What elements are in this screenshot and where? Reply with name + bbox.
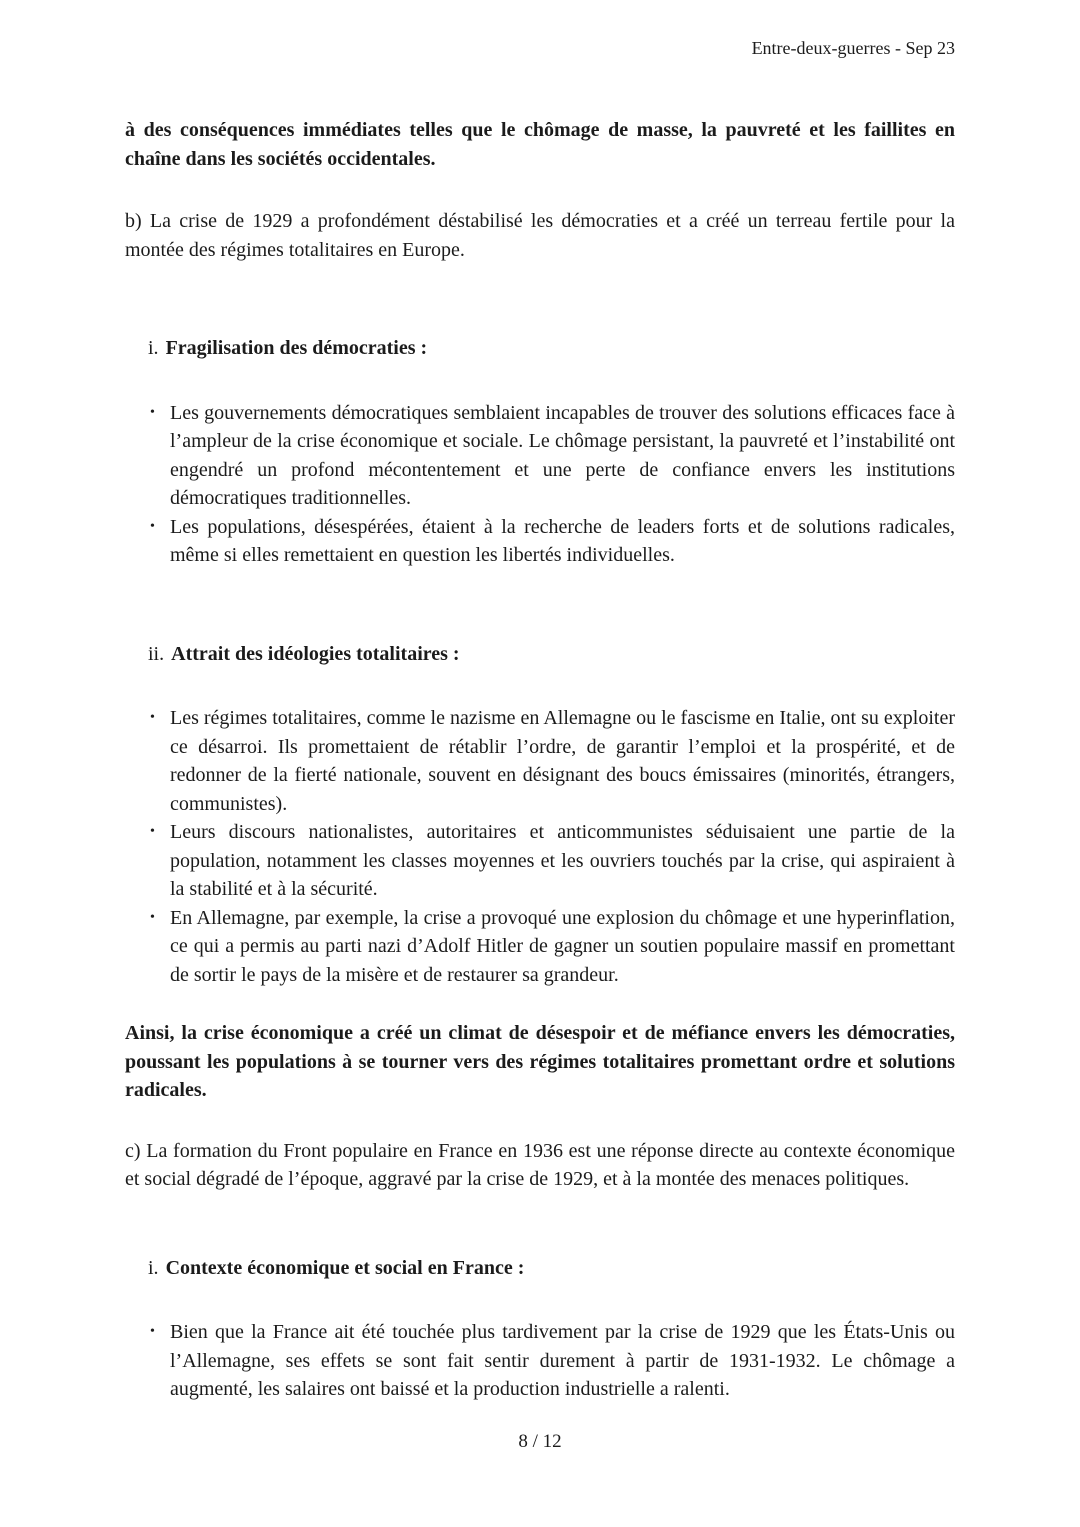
bullet-text: Leurs discours nationalistes, autoritaires et anticommunistes séduisaient une partie de la population, notamment les classes moyennes et les ouvriers touchés par la crise, qui aspiraient à la stabilité et à la sécurité.: [170, 821, 955, 900]
bullet-item: [125, 1318, 955, 1404]
paragraph-b: b) La crise de 1929 a profondément déstabilisé les démocraties et a créé un terreau fertile pour la montée des régimes totalitaires en Europe.: [125, 210, 955, 261]
intro-paragraph: à des conséquences immédiates telles que le chômage de masse, la pauvreté et les faillites en chaîne dans les sociétés occidentales.: [125, 119, 955, 170]
paragraph-c: c) La formation du Front populaire en France en 1936 est une réponse directe au contexte économique et social dégradé de l’époque, aggravé par la crise de 1929, et à la montée des menaces politiques.: [125, 1139, 955, 1190]
bullet-icon: •: [150, 824, 155, 839]
bullet-list-contexte: [125, 1318, 955, 1404]
bullet-text: Les populations, désespérées, étaient à la recherche de leaders forts et de solutions radicales, même si elles remettaient en question les libertés individuelles.: [170, 515, 955, 566]
conclusion-paragraph: Ainsi, la crise économique a créé un climat de désespoir et de méfiance envers les démocraties, poussant les populations à se tourner vers des régimes totalitaires promettant ordre et solutions radicales.: [125, 1022, 955, 1101]
bullet-list-attrait: [125, 704, 955, 989]
header-title: Entre-deux-guerres - Sep 23: [751, 38, 955, 58]
bullet-list-fragilisation: [125, 399, 955, 570]
bullet-item: [125, 818, 955, 904]
bullet-icon: •: [150, 1324, 155, 1339]
page-content: [125, 0, 955, 1404]
bullet-text: Bien que la France ait été touchée plus tardivement par la crise de 1929 que les États-Unis ou l’Allemagne, ses effets se sont fait sentir durement à partir de 1931-1932. Le chômage a augmenté, les salaires ont baissé et la production industrielle a ralenti.: [170, 1321, 955, 1400]
bullet-icon: •: [150, 404, 155, 420]
bullet-icon: •: [150, 909, 155, 925]
page-number: 8 / 12: [518, 1431, 562, 1452]
heading-title: Contexte économique et social en France :: [165, 1256, 525, 1279]
bullet-text: Les gouvernements démocratiques semblaient incapables de trouver des solutions efficaces face à l’ampleur de la crise économique et sociale. Le chômage persistant, la pauvreté et l’instabilité ont engendré un profond mécontentement et une perte de confiance envers les institutions démocratiques traditionnelles.: [170, 401, 955, 509]
page-footer: [0, 1431, 1080, 1453]
bullet-icon: •: [150, 710, 155, 725]
heading-title: Attrait des idéologies totalitaires :: [171, 642, 460, 665]
bullet-item: [125, 399, 955, 513]
bullet-item: [125, 704, 955, 818]
heading-contexte-france: [125, 1254, 955, 1283]
bullet-item: [125, 513, 955, 570]
heading-fragilisation-democraties: [125, 334, 955, 363]
bullet-item: [125, 904, 955, 990]
bullet-text: En Allemagne, par exemple, la crise a provoqué une explosion du chômage et une hyperinflation, ce qui a permis au parti nazi d’Adolf Hitler de gagner un soutien populaire massif en promettant de sortir le pays de la misère et de restaurer sa grandeur.: [170, 906, 955, 986]
bullet-text: Les régimes totalitaires, comme le nazisme en Allemagne ou le fascisme en Italie, ont su exploiter ce désarroi. Ils promettaient de rétablir l’ordre, de garantir l’emploi et la prospérité, et de redonner de la fierté nationale, souvent en désignant des boucs émissaires (minorités, étrangers, communistes).: [170, 707, 955, 815]
bullet-icon: •: [150, 518, 155, 534]
heading-numeral: i.: [148, 1256, 159, 1279]
page-header: [125, 0, 955, 61]
heading-numeral: ii.: [148, 642, 165, 665]
heading-numeral: i.: [148, 337, 159, 359]
heading-title: Fragilisation des démocraties :: [165, 337, 428, 359]
heading-attrait-ideologies: [125, 640, 955, 669]
